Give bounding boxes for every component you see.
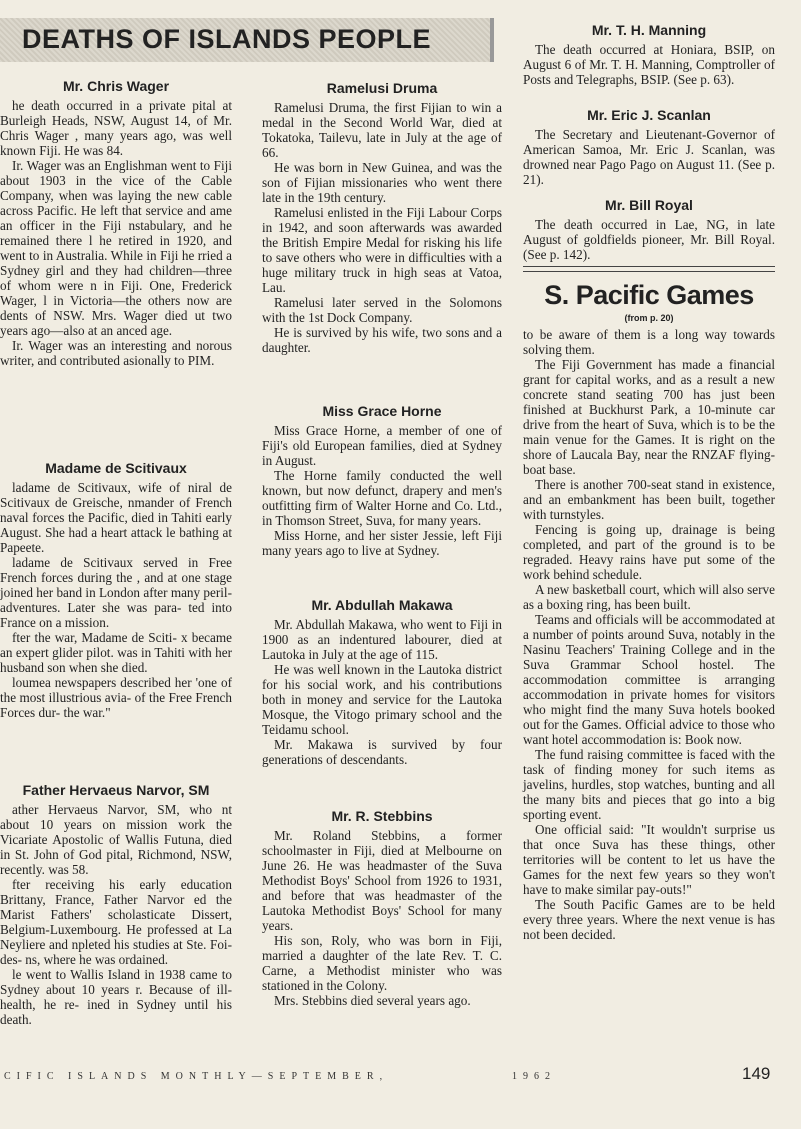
footer-year: 1962 [512,1071,556,1082]
article-bill-royal [523,197,775,262]
article-heading: Mr. Abdullah Makawa [311,597,453,613]
article-paragraph: le went to Wallis Island in 1938 came to Sydney about 10 years r. Because of ill-health, he re- ined in Sydney until his death. [0,967,232,1027]
article-pacific-games [523,280,775,942]
article-paragraph: Teams and officials will be accommodated at a number of points around Suva, notably in the Nasinu Teachers' Training College and in the Suva Grammar School hostel. The accommodation committee is arranging accommodation in private homes for visitors who might find the many Suva hotels booked out for the Games. Official advice to those who want hotel accommodation is: Book now. [523,612,775,747]
page-footer [0,1065,801,1089]
page-title: DEATHS OF ISLANDS PEOPLE [22,24,432,54]
article-paragraph: Mrs. Stebbins died several years ago. [274,993,471,1008]
article-paragraph: The death occurred in Lae, NG, in late August of goldfields pioneer, Mr. Bill Royal. (See p. 142). [523,217,775,262]
article-paragraph: His son, Roly, who was born in Fiji, married a daughter of the late Rev. T. C. Carne, a Methodist minister who was stationed in the Colony. [262,933,502,993]
article-heading: Miss Grace Horne [322,403,442,419]
article-paragraph: Fencing is going up, drainage is being completed, and part of the ground is to be regraded. Heavy rains have put some of the work behind schedule. [523,522,775,582]
article-paragraph: He was well known in the Lautoka district for his social work, and his contributions both in money and service for the Lautoka Mosque, the Vitogo primary school and the Teidamu school. [262,662,502,737]
article-paragraph: The South Pacific Games are to be held every three years. Where the next venue is has not been decided. [523,897,775,942]
article-paragraph: Ramelusi Druma, the first Fijian to win a medal in the Second World War, died at Tokatoka, Tailevu, late in July at the age of 66. [262,100,502,160]
article-paragraph: Mr. Makawa is survived by four generations of descendants. [262,737,502,767]
article-paragraph: to be aware of them is a long way towards solving them. [523,327,775,357]
article-paragraph: There is another 700-seat stand in existence, and an embankment has been built, together with turnstyles. [523,477,775,522]
page-number: 149 [742,1064,771,1083]
article-eric-scanlan [523,107,775,187]
article-paragraph: The Fiji Government has made a financial grant for capital works, and as a result a new concrete stand seating 700 has just been finished at Buckhurst Park, a 10-minute car drive from the heart of Suva, which is to be the main venue for the Games. It is right on the shore of Laucala Bay, near the RNZAF flying-boat base. [523,357,775,477]
article-heading: Mr. R. Stebbins [331,808,433,824]
games-title: S. Pacific Games [544,280,754,310]
article-madame-de-scitivaux [0,460,232,720]
article-paragraph: ather Hervaeus Narvor, SM, who nt about 10 years on mission work the Vicariate Apostolic of Wallis Futuna, died in St. John of God pital, Richmond, NSW, recently. was 58. [0,802,232,877]
article-paragraph: loumea newspapers described her 'one of the most illustrious avia- of the Free French Forces dur- the war." [0,675,232,720]
article-paragraph: Ramelusi later served in the Solomons with the 1st Dock Company. [262,295,502,325]
article-abdullah-makawa [262,597,502,767]
article-heading: Ramelusi Druma [326,80,438,96]
article-paragraph: The death occurred at Honiara, BSIP, on August 6 of Mr. T. H. Manning, Comptroller of Posts and Telegraphs, BSIP. (See p. 63). [523,42,775,87]
article-paragraph: fter receiving his early education Brittany, France, Father Narvor ed the Marist Fathers' scholasticate Dissert, Belgium-Luxembourg. He professed at La Neyliere and npleted his studies at Ste. Foi-des- ns, where he was ordained. [0,877,232,967]
article-grace-horne [262,403,502,558]
article-heading: Mr. T. H. Manning [591,22,707,38]
article-paragraph: ladame de Scitivaux served in Free French forces during the , and at one stage joined her band in London after many peril- adventures. Later she was para- ted into France on a mission. [0,555,232,630]
article-paragraph: he death occurred in a private pital at Burleigh Heads, NSW, August 14, of Mr. Chris Wager , many years ago, was well known Fiji. He was 84. [0,98,232,158]
article-paragraph: A new basketball court, which will also serve as a boxing ring, has been built. [523,582,775,612]
article-paragraph: The Horne family conducted the well known, but now defunct, drapery and men's outfitting firm of Walter Horne and Co. Ltd., in Thomson Street, Suva, for many years. [262,468,502,528]
article-heading: Mr. Bill Royal [605,197,693,213]
article-paragraph: ladame de Scitivaux, wife of niral de Scitivaux de Greische, nmander of French naval forces the Pacific, died in Tahiti early August. She had a heart attack le bathing at Papeete. [0,480,232,555]
article-paragraph: Miss Grace Horne, a member of one of Fiji's old European families, died at Sydney in August. [262,423,502,468]
article-heading: Mr. Eric J. Scanlan [587,107,711,123]
continued-from: (from p. 20) [624,313,674,323]
article-paragraph: He is survived by his wife, two sons and a daughter. [262,325,502,355]
section-divider [523,266,775,272]
article-r-stebbins [262,808,502,1008]
article-ramelusi-druma [262,80,502,355]
article-paragraph: Ramelusi enlisted in the Fiji Labour Corps in 1942, and soon afterwards was awarded the British Empire Medal for risking his life to save others who were in difficulties with a huge military truck in high seas at Vatoa, Lau. [262,205,502,295]
article-paragraph: Ir. Wager was an interesting and norous writer, and contributed asionally to PIM. [0,338,232,368]
article-heading: Madame de Scitivaux [45,460,187,476]
title-banner [0,18,494,62]
article-paragraph: Ir. Wager was an Englishman went to Fiji about 1903 in the vice of the Cable Company, when was laying the new cable across Pacific. He left that service and ame an officer in the Fiji nstabulary, and he remained there l he retired in 1920, and went to in Australia. While in Fiji he rried a Sydney girl and they had children—three of whom were n in Fiji. One, Frederick Wager, l in Victoria—the others now are dents of NSW. Mrs. Wager died ut two years ago—also at an anced age. [0,158,232,338]
article-paragraph: Mr. Abdullah Makawa, who went to Fiji in 1900 as an indentured labourer, died at Lautoka in July at the age of 115. [262,617,502,662]
article-paragraph: fter the war, Madame de Sciti- x became an expert glider pilot. was in Tahiti with her husband son when she died. [0,630,232,675]
article-heading: Father Hervaeus Narvor, SM [22,782,210,798]
article-paragraph: Mr. Roland Stebbins, a former schoolmaster in Fiji, died at Melbourne on June 26. He was headmaster of the Suva Methodist Boys' School from 1926 to 1931, and before that was headmaster of the Lautoka Methodist Boys' School for many years. [262,828,502,933]
article-father-narvor [0,782,232,1027]
article-paragraph: The fund raising committee is faced with the task of finding money for such items as javelins, hurdles, stop watches, bunting and all the many bits and pieces that go into a big sporting event. [523,747,775,822]
article-chris-wager [0,78,232,368]
article-paragraph: The Secretary and Lieutenant-Governor of American Samoa, Mr. Eric J. Scanlan, was drowned near Pago Pago on August 11. (See p. 21). [523,127,775,187]
article-paragraph: One official said: "It wouldn't surprise us that once Suva has these things, other territories will be content to let us have the Games for the next few years so they won't have to make similar pay-outs!" [523,822,775,897]
article-th-manning [523,22,775,87]
footer-publication: CIFIC ISLANDS MONTHLY—SEPTEMBER, [4,1071,389,1082]
article-paragraph: He was born in New Guinea, and was the son of Fijian missionaries who went there late in the 19th century. [262,160,502,205]
article-paragraph: Miss Horne, and her sister Jessie, left Fiji many years ago to live at Sydney. [262,528,502,558]
article-heading: Mr. Chris Wager [62,78,170,94]
